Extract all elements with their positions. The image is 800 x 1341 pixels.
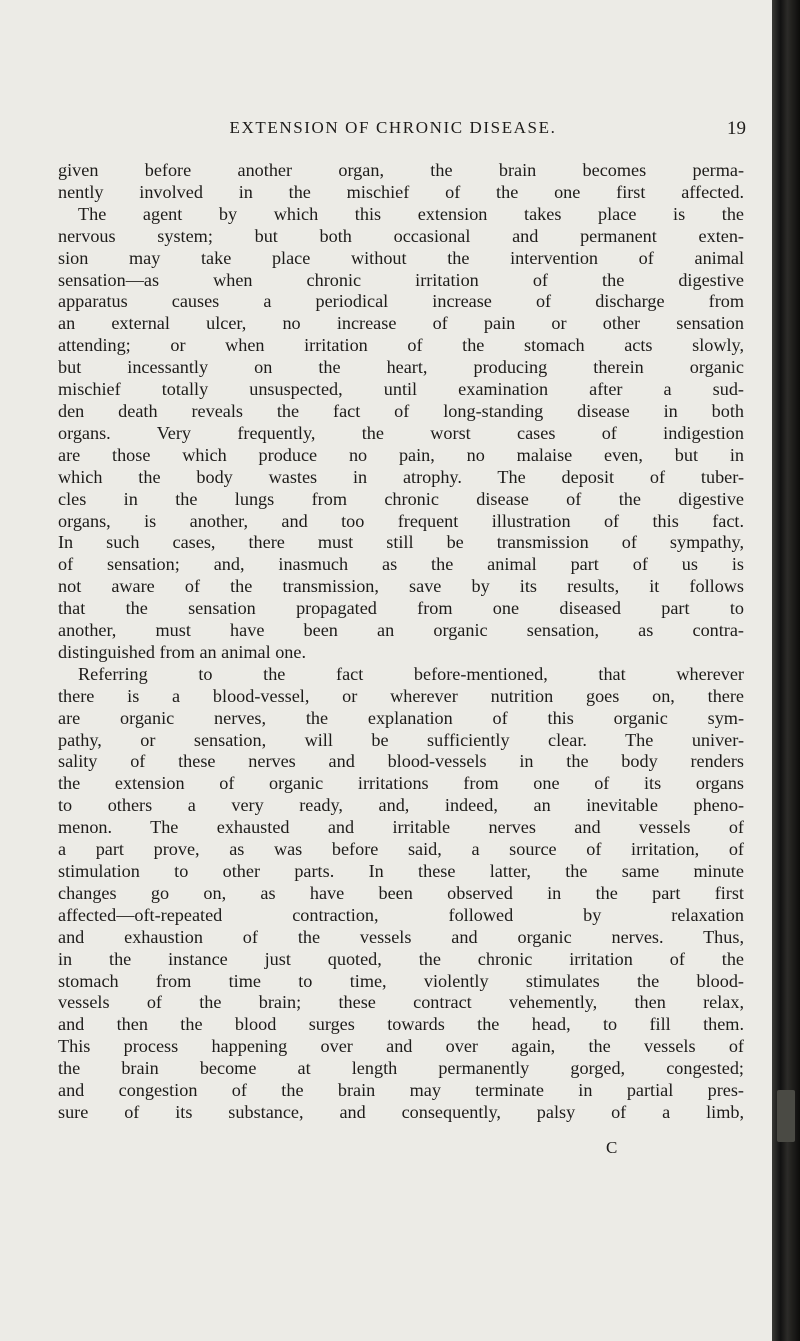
- text-line: changes go on, as have been observed in the part first: [58, 882, 744, 903]
- text-line: but incessantly on the heart, producing therein organic: [58, 357, 744, 378]
- text-line: mischief totally unsuspected, until examination after a sud-: [58, 379, 744, 400]
- text-line: that the sensation propagated from one diseased part to: [58, 598, 744, 619]
- text-line: sure of its substance, and consequently, palsy of a limb,: [58, 1101, 744, 1122]
- text-line: an external ulcer, no increase of pain or other sensation: [58, 313, 744, 334]
- text-line: of sensation; and, inasmuch as the animal part of us is: [58, 554, 744, 575]
- text-line: the extension of organic irritations from one of its organs: [58, 773, 744, 794]
- text-line: stomach from time to time, violently stimulates the blood-: [58, 970, 744, 991]
- running-head: EXTENSION OF CHRONIC DISEASE.: [229, 118, 557, 137]
- page-number: 19: [727, 118, 746, 139]
- text-line: not aware of the transmission, save by its results, it follows: [58, 576, 744, 597]
- text-line: cles in the lungs from chronic disease of the digestive: [58, 488, 744, 509]
- text-line: sality of these nerves and blood-vessels in the body renders: [58, 751, 744, 772]
- text-line: sion may take place without the intervention of animal: [58, 247, 744, 268]
- text-line: a part prove, as was before said, a source of irritation, of: [58, 839, 744, 860]
- scan-edge: [772, 0, 800, 1341]
- text-line: distinguished from an animal one.: [58, 641, 307, 662]
- text-line: organs. Very frequently, the worst cases of indigestion: [58, 422, 744, 443]
- text-line: menon. The exhausted and irritable nerves and vessels of: [58, 817, 744, 838]
- text-line: and then the blood surges towards the head, to fill them.: [58, 1014, 744, 1035]
- page-header: [40, 118, 746, 144]
- text-line: to others a very ready, and, indeed, an inevitable pheno-: [58, 795, 744, 816]
- text-line: den death reveals the fact of long-standing disease in both: [58, 400, 744, 421]
- text-line: Referring to the fact before-mentioned, that wherever: [78, 663, 744, 684]
- edge-tab: [777, 1090, 795, 1142]
- text-line: In such cases, there must still be transmission of sympathy,: [58, 532, 744, 553]
- signature-mark: C: [606, 1138, 618, 1157]
- text-line: vessels of the brain; these contract vehemently, then relax,: [58, 992, 744, 1013]
- text-line: nervous system; but both occasional and permanent exten-: [58, 225, 744, 246]
- text-line: there is a blood-vessel, or wherever nutrition goes on, there: [58, 685, 744, 706]
- text-line: organs, is another, and too frequent illustration of this fact.: [58, 510, 744, 531]
- text-line: stimulation to other parts. In these latter, the same minute: [58, 861, 744, 881]
- body-text: [58, 160, 744, 1124]
- text-line: the brain become at length permanently gorged, congested;: [58, 1058, 744, 1079]
- text-line: another, must have been an organic sensation, as contra-: [58, 620, 744, 641]
- text-line: given before another organ, the brain becomes perma-: [58, 160, 744, 180]
- text-line: and congestion of the brain may terminate in partial pres-: [58, 1080, 744, 1101]
- text-line: which the body wastes in atrophy. The deposit of tuber-: [58, 466, 744, 487]
- text-line: This process happening over and over again, the vessels of: [58, 1036, 744, 1057]
- text-line: in the instance just quoted, the chronic irritation of the: [58, 948, 744, 969]
- text-line: are those which produce no pain, no malaise even, but in: [58, 444, 744, 465]
- text-line: are organic nerves, the explanation of this organic sym-: [58, 707, 744, 728]
- text-line: affected—oft-repeated contraction, followed by relaxation: [58, 904, 744, 925]
- text-line: pathy, or sensation, will be sufficiently clear. The univer-: [58, 729, 744, 750]
- text-line: and exhaustion of the vessels and organic nerves. Thus,: [58, 926, 744, 947]
- text-line: sensation—as when chronic irritation of the digestive: [58, 269, 744, 290]
- text-line: attending; or when irritation of the stomach acts slowly,: [58, 335, 744, 356]
- text-line: The agent by which this extension takes place is the: [78, 203, 744, 224]
- text-line: apparatus causes a periodical increase of discharge from: [58, 291, 744, 312]
- text-line: nently involved in the mischief of the one first affected.: [58, 181, 744, 202]
